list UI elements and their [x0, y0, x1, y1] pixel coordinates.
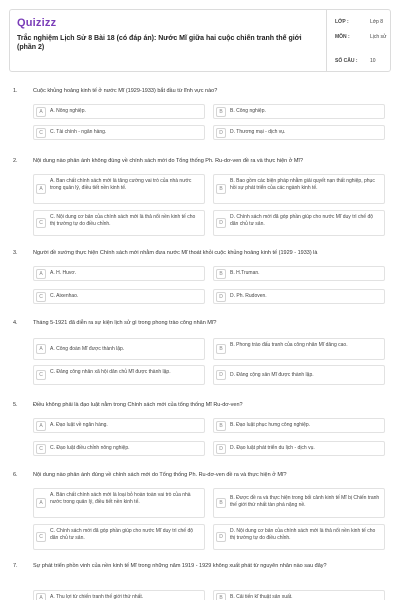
option-letter: C [36, 370, 46, 380]
question-number: 7. [13, 563, 18, 569]
question-text: Người đề xướng thực hiện Chính sách mới nhằm đưa nước Mĩ thoát khỏi cuộc khủng hoảng kinh tế (1929 - 1933) là [33, 250, 318, 256]
meta-class-key: LỚP : [335, 19, 349, 25]
option-b[interactable] [213, 174, 385, 204]
option-text: C. Tài chính - ngân hàng. [50, 129, 107, 135]
option-letter: D [216, 370, 226, 380]
question-number: 4. [13, 320, 18, 326]
meta-count-value: 10 [370, 58, 376, 64]
option-letter: A [36, 344, 46, 354]
option-letter: D [216, 532, 226, 542]
option-text: B. Cải tiến kĩ thuật sản xuất. [230, 594, 293, 600]
meta-subject-value: Lịch sử [370, 34, 387, 40]
option-c[interactable] [33, 289, 205, 304]
option-text: B. Bao gồm các biện pháp nhằm giải quyết nạn thất nghiệp, phục hồi sự phát triển của các ngành kinh tế. [230, 178, 375, 191]
option-text: C. Đạo luật điều chỉnh nông nghiệp. [50, 445, 130, 451]
option-text: A. Bản chất chính sách mới là loại bỏ hoàn toàn vai trò của nhà nước trong quản lý, điều tiết nền kinh tế. [50, 492, 191, 505]
option-text: D. Ph. Rudoven. [230, 293, 267, 299]
option-b[interactable] [213, 266, 385, 281]
option-text: C. Nội dung cơ bản của chính sách mới là thả nổi nền kinh tế cho thị trường tự do điều chỉnh. [50, 214, 196, 227]
option-c[interactable] [33, 125, 205, 140]
option-text: A. Ban chất chính sách mới là tăng cường vai trò của nhà nước trong quản lý, điều tiết nền kinh tế. [50, 178, 192, 191]
option-c[interactable] [33, 441, 205, 456]
option-b[interactable] [213, 338, 385, 360]
document-title: Trắc nghiệm Lịch Sử 8 Bài 18 (có đáp án): Nước Mĩ giữa hai cuộc chiến tranh thế giới (phần 2) [17, 35, 302, 51]
option-text: A. H. Huvơ. [50, 270, 77, 276]
meta-class-value: Lớp 8 [370, 19, 384, 25]
question-text: Nội dung nào phản ánh không đúng về chính sách mới do Tổng thống Ph. Ru-dơ-ven đề ra và thực hiện ở Mĩ? [33, 158, 304, 164]
option-text: A. Công đoàn Mĩ được thành lập. [50, 346, 125, 352]
option-d[interactable] [213, 125, 385, 140]
option-text: C. Chính sách mới đã góp phần giúp cho nước Mĩ duy trì chế độ dân chủ tư sản. [50, 528, 194, 541]
meta-count-key: SỐ CÂU : [335, 58, 358, 64]
option-text: C. Aixenhao. [50, 293, 79, 299]
option-text: D. Chính sách mới đã góp phần giúp cho nước Mĩ duy trì chế độ dân chủ tư sản. [230, 214, 374, 227]
option-b[interactable] [213, 418, 385, 433]
option-c[interactable] [33, 365, 205, 385]
option-b[interactable] [213, 104, 385, 119]
option-letter: B [216, 184, 226, 194]
question-number: 3. [13, 250, 18, 256]
option-letter: D [216, 292, 226, 302]
option-letter: B [216, 498, 226, 508]
option-text: B. Được đề ra và thực hiện trong bối cảnh kinh tế Mĩ bị Chiến tranh thế giới thứ nhất tàn phá nặng nề. [230, 495, 380, 508]
question-text: Cuộc khủng hoảng kinh tế ở nước Mĩ (1929-1933) bắt đầu từ lĩnh vực nào? [33, 88, 218, 94]
option-letter: D [216, 218, 226, 228]
option-b[interactable] [213, 590, 385, 600]
option-letter: C [36, 218, 46, 228]
option-text: D. Thương mại - dịch vụ. [230, 129, 286, 135]
option-letter: D [216, 444, 226, 454]
option-a[interactable] [33, 174, 205, 204]
question-number: 2. [13, 158, 18, 164]
option-letter: C [36, 532, 46, 542]
option-letter: D [216, 128, 226, 138]
question-text: Điều không phải là đạo luật nằm trong Chính sách mới của tổng thống Mĩ Ru-dơ-ven? [33, 402, 243, 408]
option-text: A. Đạo luật về ngân hàng. [50, 422, 108, 428]
option-text: D. Nội dung cơ bản của chính sách mới là thả nổi nền kinh tế cho thị trường tự do điều chỉnh. [230, 528, 376, 541]
document-header [9, 9, 391, 72]
option-letter: B [216, 344, 226, 354]
option-a[interactable] [33, 488, 205, 518]
option-text: B. H.Truman. [230, 270, 260, 276]
option-letter: C [36, 128, 46, 138]
option-letter: A [36, 269, 46, 279]
question-text: Nội dung nào phản ánh đúng về chính sách mới do Tổng thống Ph. Ru-dơ-ven đề ra và thực hiện ở Mĩ? [33, 472, 287, 478]
option-text: C. Đảng công nhân xã hội dân chủ Mĩ được thành lập. [50, 369, 171, 375]
option-a[interactable] [33, 418, 205, 433]
option-text: A. Thu lợi từ chiến tranh thế giới thứ nhất. [50, 594, 144, 600]
option-letter: A [36, 421, 46, 431]
option-text: D. Đảng cộng sản Mĩ được thành lập. [230, 372, 314, 378]
option-letter: C [36, 444, 46, 454]
option-a[interactable] [33, 266, 205, 281]
option-d[interactable] [213, 210, 385, 236]
option-letter: B [216, 269, 226, 279]
question-text: Sự phát triển phồn vinh của nền kinh tế Mĩ trong những năm 1919 - 1929 không xuất phát từ nguyên nhân nào sau đây? [33, 563, 327, 569]
option-d[interactable] [213, 441, 385, 456]
option-text: A. Nông nghiệp. [50, 108, 86, 114]
option-letter: B [216, 593, 226, 600]
question-number: 1. [13, 88, 18, 94]
option-letter: A [36, 593, 46, 600]
question-text: Tháng 5-1921 đã diễn ra sự kiện lịch sử gì trong phong trào công nhân Mĩ? [33, 320, 217, 326]
meta-subject-key: MÔN : [335, 34, 350, 40]
option-text: B. Phong trào đấu tranh của công nhân Mĩ dâng cao. [230, 342, 348, 348]
meta-panel [326, 10, 392, 71]
option-c[interactable] [33, 524, 205, 550]
option-letter: A [36, 107, 46, 117]
option-letter: A [36, 184, 46, 194]
option-d[interactable] [213, 524, 385, 550]
question-number: 5. [13, 402, 18, 408]
question-number: 6. [13, 472, 18, 478]
option-a[interactable] [33, 338, 205, 360]
option-letter: B [216, 421, 226, 431]
option-a[interactable] [33, 104, 205, 119]
option-c[interactable] [33, 210, 205, 236]
option-text: B. Công nghiệp. [230, 108, 266, 114]
option-b[interactable] [213, 488, 385, 518]
option-letter: C [36, 292, 46, 302]
option-text: B. Đạo luật phục hưng công nghiệp. [230, 422, 311, 428]
option-text: D. Đạo luật phát triển du lịch - dịch vụ. [230, 445, 315, 451]
option-letter: B [216, 107, 226, 117]
option-d[interactable] [213, 365, 385, 385]
option-a[interactable] [33, 590, 205, 600]
option-letter: A [36, 498, 46, 508]
option-d[interactable] [213, 289, 385, 304]
quizizz-logo: Quizizz [17, 17, 57, 29]
